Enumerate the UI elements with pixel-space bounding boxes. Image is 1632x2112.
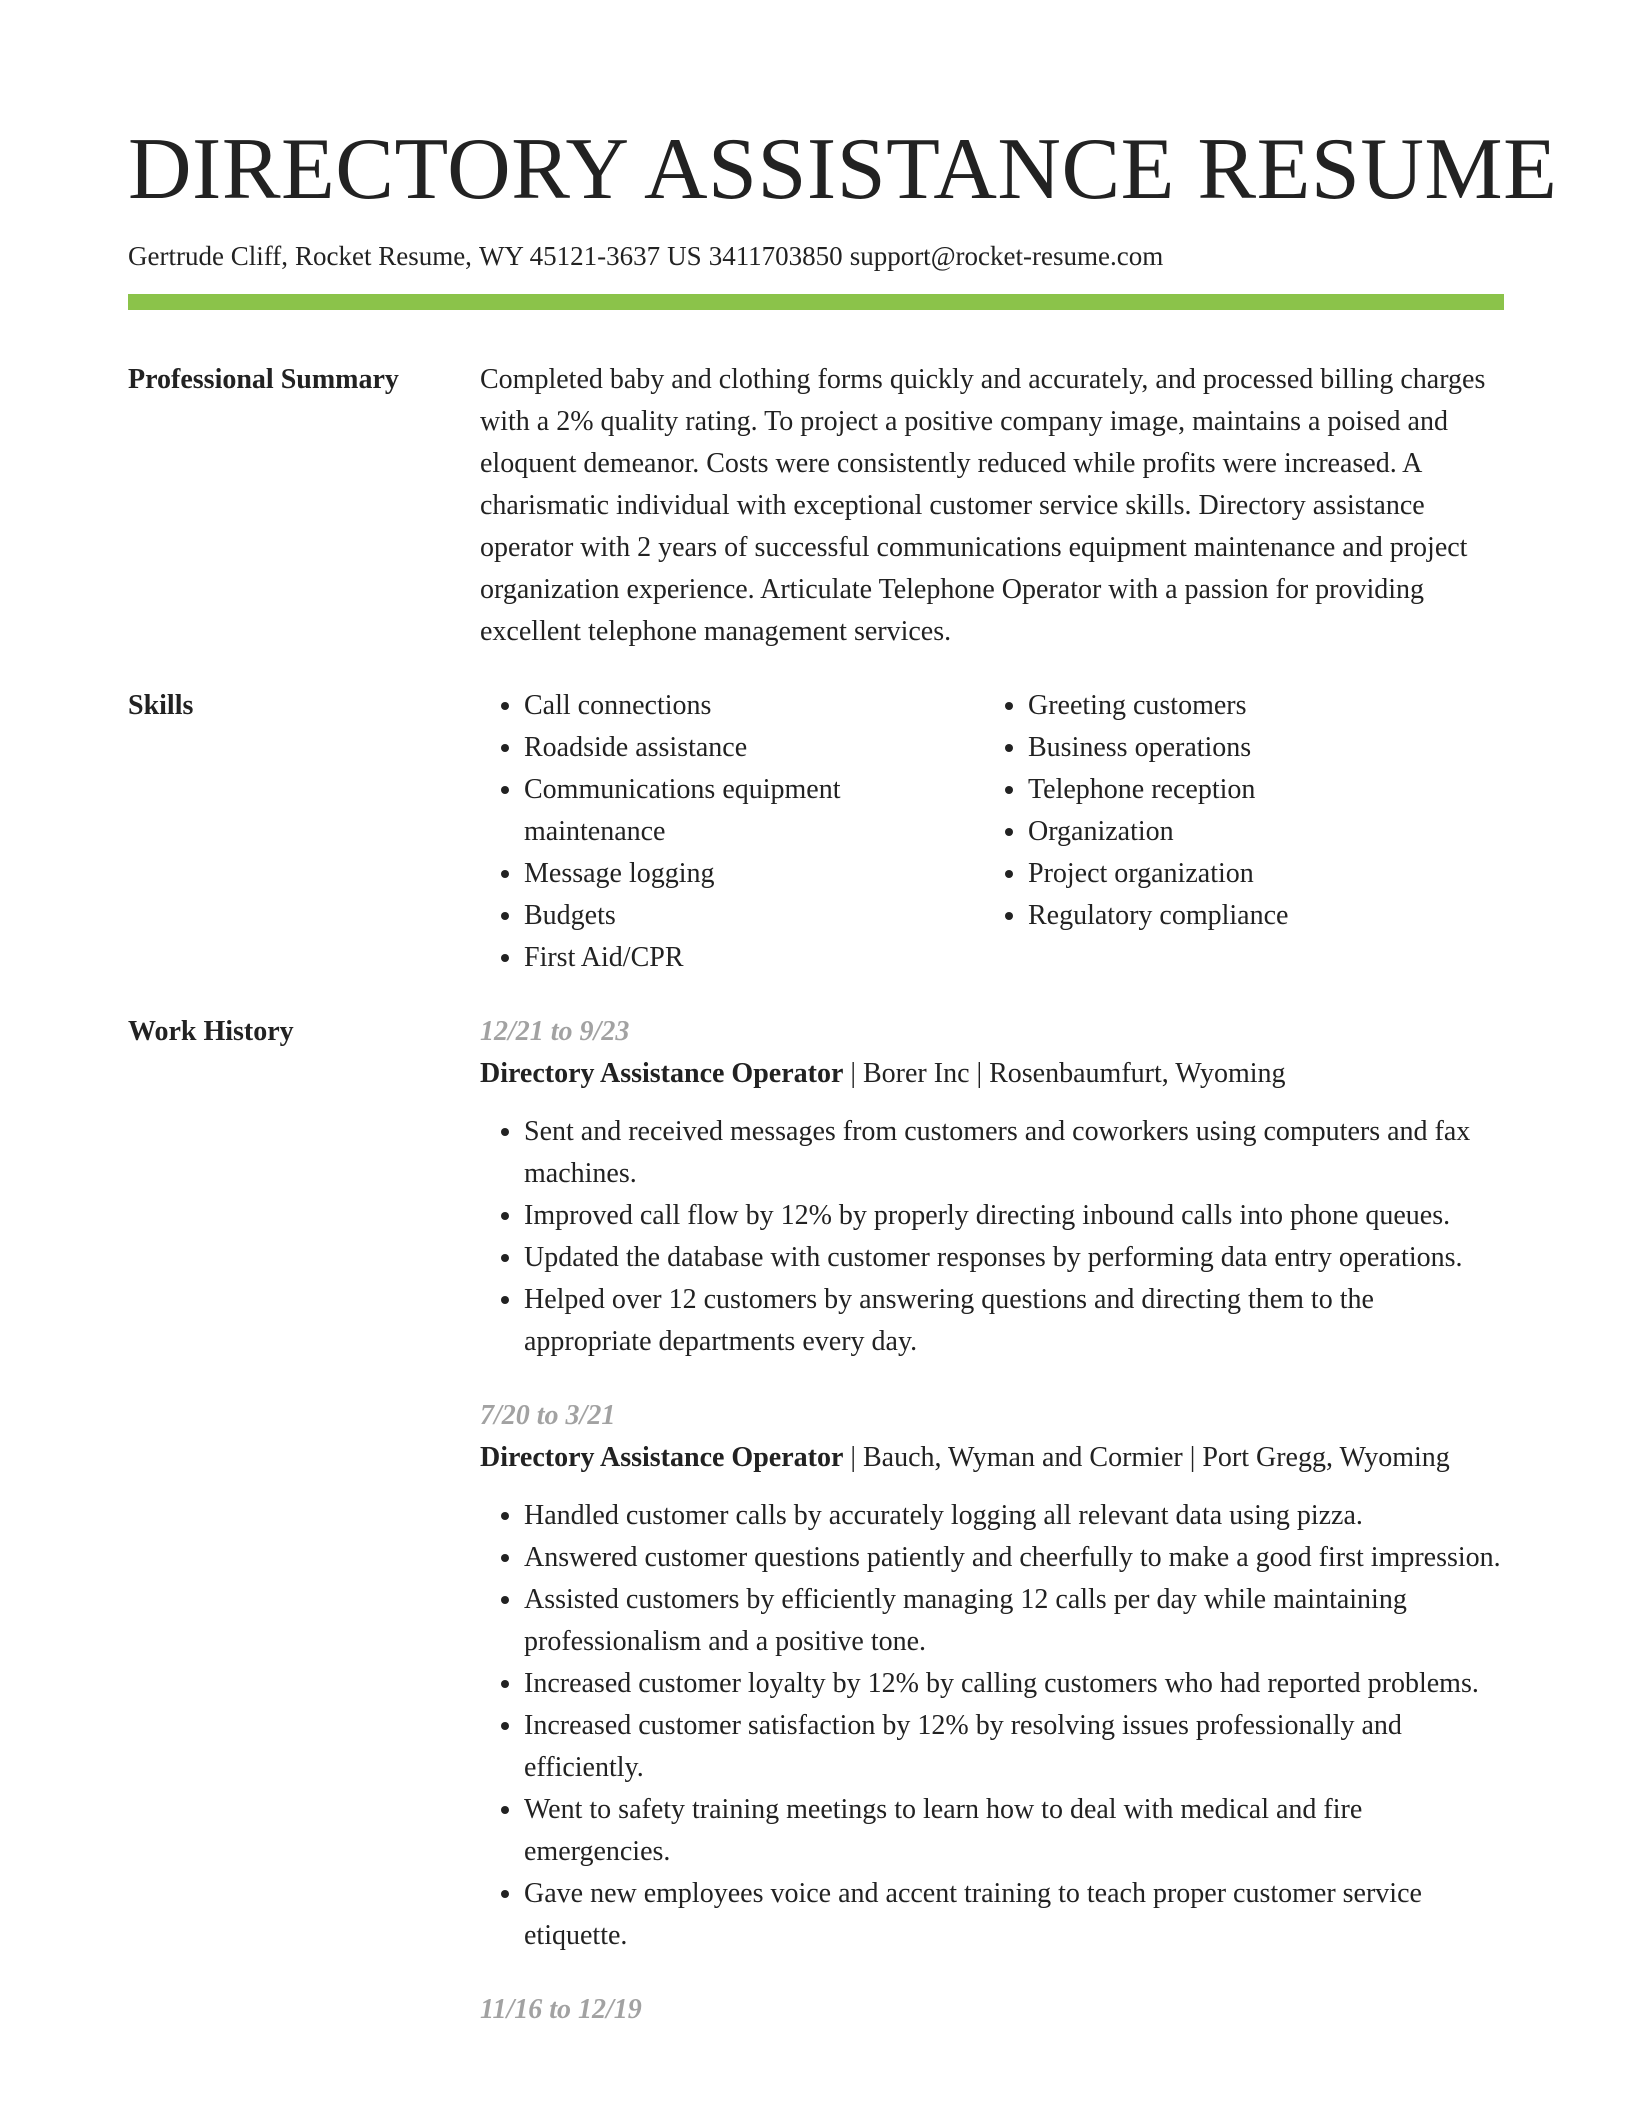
- skill-item: • Communications equipment maintenance: [524, 769, 984, 853]
- summary-text: Completed baby and clothing forms quickly and accurately, and processed billing charges with a 2% quality rating. To project a positive company image, maintains a poised and eloquent demeanor. Costs were consistently reduced while profits were increased. A charismatic individual with exceptional customer service skills. Directory assistance operator with 2 years of successful communications equipment maintenance and project organization experience. Articulate Telephone Operator with a passion for providing excellent telephone management services.: [480, 364, 1486, 647]
- job-entry: [480, 1011, 1504, 1363]
- contact-name: Gertrude Cliff,: [128, 241, 288, 271]
- contact-city: Rocket Resume,: [294, 241, 472, 271]
- work-history-section: [128, 1011, 1504, 2031]
- job-bullet-list: [480, 1111, 1504, 1363]
- job-bullet-list: [480, 1495, 1504, 1957]
- job-bullet: • Gave new employees voice and accent training to teach proper customer service etiquette.: [524, 1873, 1504, 1957]
- job-bullet: • Sent and received messages from customers and coworkers using computers and fax machines.: [524, 1111, 1504, 1195]
- skill-item: • First Aid/CPR: [524, 937, 984, 979]
- job-bullet: • Helped over 12 customers by answering questions and directing them to the appropriate departments every day.: [524, 1279, 1504, 1363]
- job-title: Directory Assistance Operator: [480, 1442, 844, 1473]
- job-entry: [480, 1989, 1504, 2031]
- skill-item: • Regulatory compliance: [1028, 895, 1488, 937]
- skill-item: • Message logging: [524, 853, 984, 895]
- job-bullet: • Increased customer satisfaction by 12% by resolving issues professionally and efficiently.: [524, 1705, 1504, 1789]
- summary-section: [128, 359, 1504, 653]
- skills-body: [480, 685, 1504, 979]
- job-title: Directory Assistance Operator: [480, 1058, 844, 1089]
- job-bullet: • Answered customer questions patiently and cheerfully to make a good first impression.: [524, 1537, 1504, 1579]
- accent-rule: [128, 294, 1504, 310]
- skills-list-right: [984, 685, 1488, 979]
- job-heading: [480, 1437, 1504, 1479]
- job-dates: 11/16 to 12/19: [480, 1994, 642, 2025]
- skills-label: Skills: [128, 690, 194, 721]
- job-bullet: • Assisted customers by efficiently managing 12 calls per day while maintaining professionalism and a positive tone.: [524, 1579, 1504, 1663]
- contact-line: [128, 238, 1504, 274]
- skill-item: • Telephone reception: [1028, 769, 1488, 811]
- summary-body: [480, 359, 1504, 653]
- job-bullet: • Increased customer loyalty by 12% by calling customers who had reported problems.: [524, 1663, 1504, 1705]
- job-entry: [480, 1395, 1504, 1957]
- job-dates: 7/20 to 3/21: [480, 1400, 616, 1431]
- job-bullet: • Handled customer calls by accurately logging all relevant data using pizza.: [524, 1495, 1504, 1537]
- skill-item: • Organization: [1028, 811, 1488, 853]
- skills-list-left: [480, 685, 984, 979]
- skill-item: • Business operations: [1028, 727, 1488, 769]
- skill-item: • Greeting customers: [1028, 685, 1488, 727]
- job-dates: 12/21 to 9/23: [480, 1016, 630, 1047]
- skill-item: • Roadside assistance: [524, 727, 984, 769]
- job-bullet: • Updated the database with customer responses by performing data entry operations.: [524, 1237, 1504, 1279]
- skill-item: • Call connections: [524, 685, 984, 727]
- resume-page: [128, 0, 1558, 2031]
- work-history-body: [480, 1011, 1504, 2031]
- skills-section: [128, 685, 1504, 979]
- resume-title: DIRECTORY ASSISTANCE RESUME: [128, 121, 1558, 218]
- job-bullet: • Went to safety training meetings to learn how to deal with medical and fire emergencies.: [524, 1789, 1504, 1873]
- job-details: | Bauch, Wyman and Cormier | Port Gregg, Wyoming: [843, 1442, 1450, 1473]
- skill-item: • Project organization: [1028, 853, 1488, 895]
- work-history-label: Work History: [128, 1016, 294, 1047]
- job-bullet: • Improved call flow by 12% by properly directing inbound calls into phone queues.: [524, 1195, 1504, 1237]
- skill-item: • Budgets: [524, 895, 984, 937]
- contact-country: US: [667, 241, 702, 271]
- summary-label: Professional Summary: [128, 364, 399, 395]
- job-details: | Borer Inc | Rosenbaumfurt, Wyoming: [843, 1058, 1286, 1089]
- contact-state-zip: WY 45121-3637: [478, 241, 661, 271]
- contact-email: support@rocket-resume.com: [849, 241, 1164, 271]
- job-heading: [480, 1053, 1504, 1095]
- contact-phone: 3411703850: [708, 241, 843, 271]
